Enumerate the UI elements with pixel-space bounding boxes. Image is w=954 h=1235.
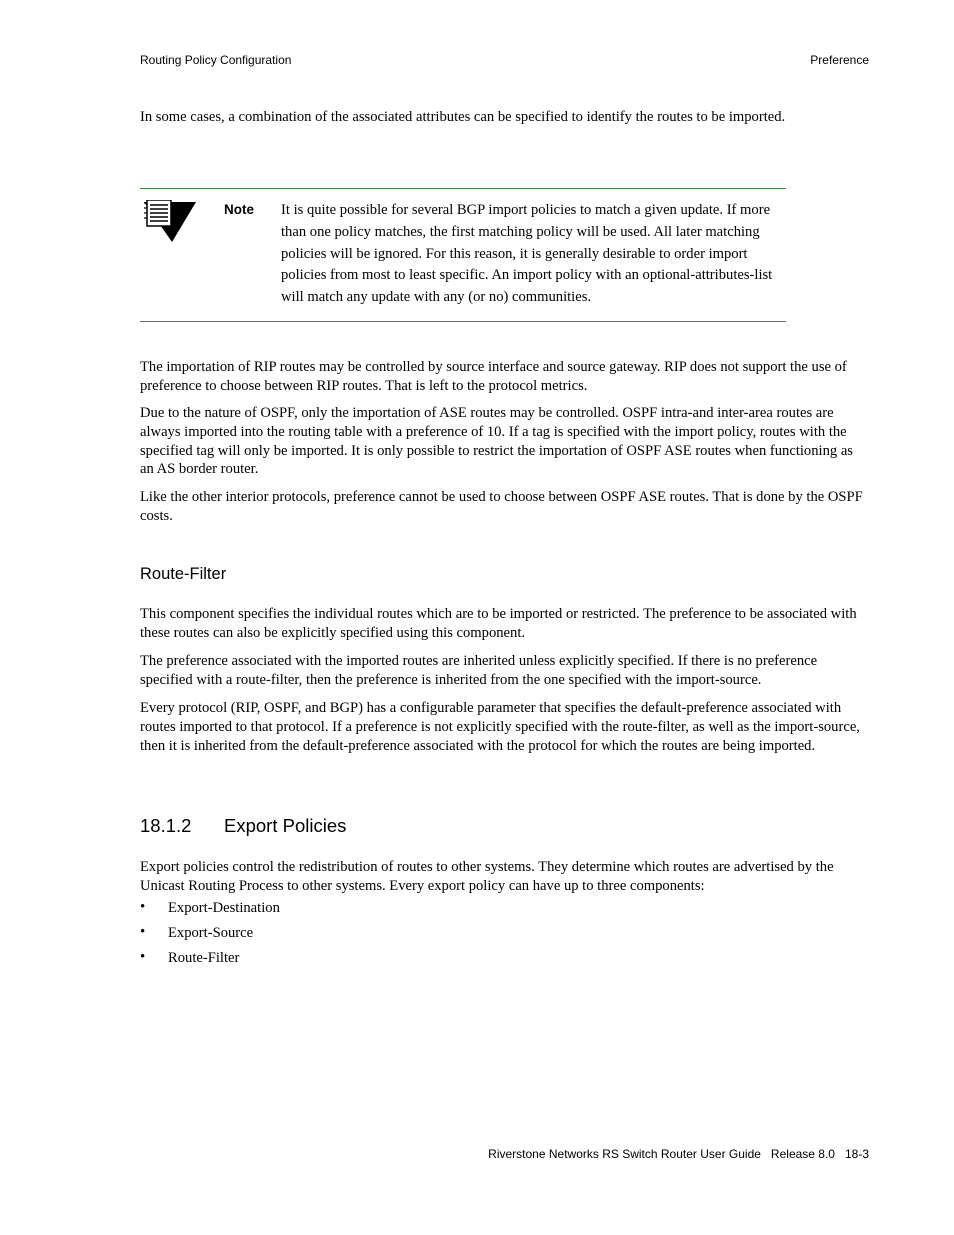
note-text: It is quite possible for several BGP import policies to match a given update. If more than one policy matches, the first matching policy will be used. All later matching policies will be ignored. For this reason, it is generally desirable to order import policies from most to least specific. An import policy with an optional-attributes-list will match any update with any (or no) communities. xyxy=(281,202,773,306)
route-filter-heading: Route-Filter xyxy=(140,565,227,583)
list-item: • Export-Source xyxy=(140,924,254,941)
ospf-import-paragraph: Due to the nature of OSPF, only the importation of ASE routes may be controlled. OSPF intra-and inter-area routes are always imported into the routing table with a preference of 10. If a tag is specified with the import policy, routes with the specified tag will only be imported. It is only possible to restrict the importation of OSPF ASE routes when functioning as an AS border router. xyxy=(140,405,853,478)
page-footer: Riverstone Networks RS Switch Router User Guide Release 8.0 18-3 xyxy=(488,1147,869,1161)
note-bottom-rule xyxy=(140,321,786,322)
note-top-rule xyxy=(140,188,786,189)
bullet-icon: • xyxy=(140,949,146,965)
route-filter-paragraph-1: This component specifies the individual routes which are to be imported or restricted. The preference to be associated with these routes can also be explicitly specified using this component. xyxy=(140,606,857,641)
bullet-icon: • xyxy=(140,924,146,940)
section-number: 18.1.2 xyxy=(140,815,192,836)
route-filter-paragraph-3: Every protocol (RIP, OSPF, and BGP) has a configurable parameter that specifies the default-preference associated with routes imported to that protocol. If a preference is not explicitly specified with the route-filter, as well as the import-source, then it is inherited from the default-preference associated with the protocol for which the routes are being imported. xyxy=(140,700,860,754)
note-icon xyxy=(142,200,198,244)
intro-paragraph: In some cases, a combination of the associated attributes can be specified to identify the routes to be imported. xyxy=(140,109,786,125)
section-title: Export Policies xyxy=(224,815,347,836)
running-header-left: Routing Policy Configuration xyxy=(140,53,292,67)
ospf-ase-paragraph: Like the other interior protocols, preference cannot be used to choose between OSPF ASE routes. That is done by the OSPF costs. xyxy=(140,489,863,524)
list-item: • Route-Filter xyxy=(140,949,240,966)
bullet-icon: • xyxy=(140,899,146,915)
export-policies-heading xyxy=(140,815,346,837)
export-components-list xyxy=(140,899,280,974)
running-header-right: Preference xyxy=(810,53,869,67)
list-item: • Export-Destination xyxy=(140,899,280,916)
route-filter-paragraph-2: The preference associated with the imported routes are inherited unless explicitly specified. If there is no preference specified with a route-filter, then the preference is inherited from the one specified with the import-source. xyxy=(140,653,818,688)
note-label: Note xyxy=(224,202,254,217)
export-policies-paragraph: Export policies control the redistribution of routes to other systems. They determine which routes are advertised by the Unicast Routing Process to other systems. Every export policy can have up to three components: xyxy=(140,859,834,894)
rip-import-paragraph: The importation of RIP routes may be controlled by source interface and source gateway. RIP does not support the use of preference to choose between RIP routes. That is left to the protocol metrics. xyxy=(140,359,847,394)
